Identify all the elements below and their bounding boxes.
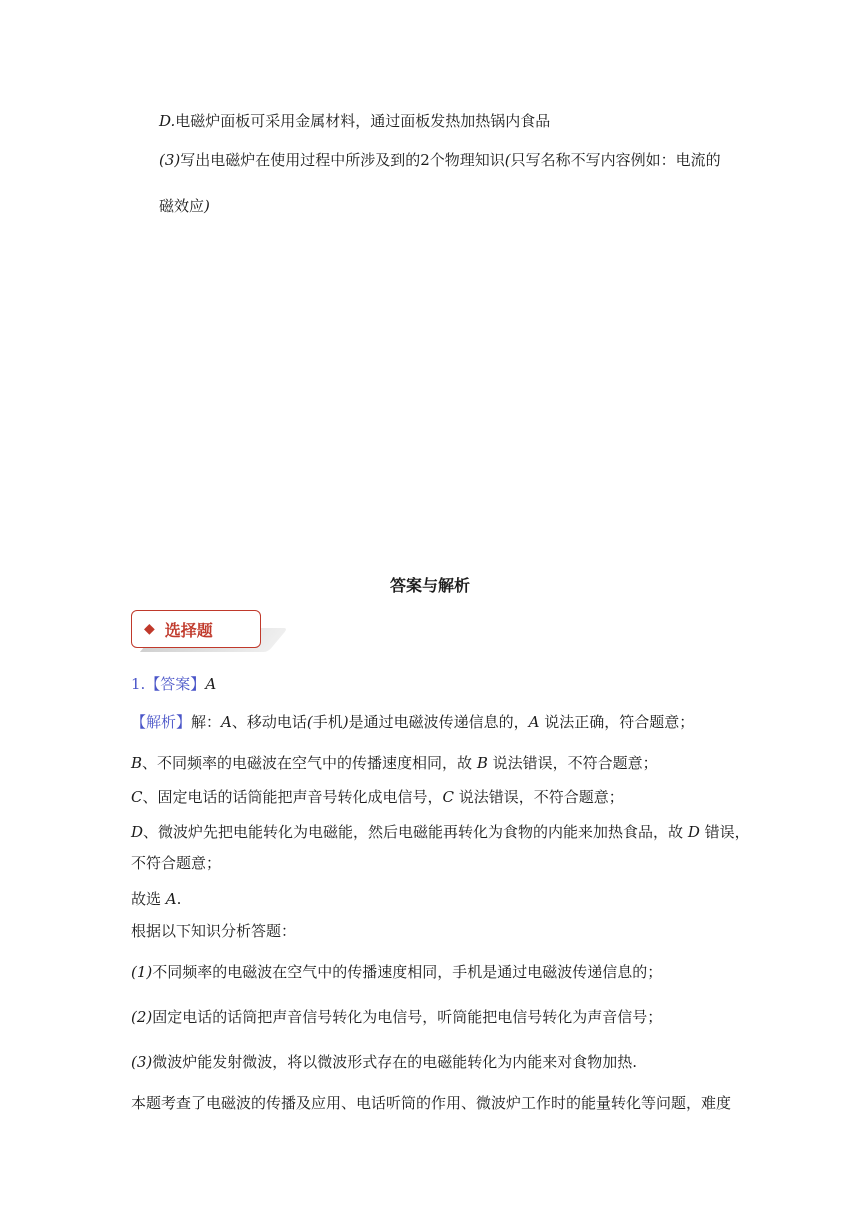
text: 错误， [699, 823, 750, 841]
letter: C [131, 788, 143, 806]
analysis-line-c [131, 787, 624, 807]
paren: ( [306, 713, 313, 731]
knowledge-3 [131, 1052, 637, 1072]
option-text: 电磁炉面板可采用金属材料，通过面板发热加热锅内食品 [175, 112, 551, 130]
knowledge-2 [131, 1007, 662, 1027]
option-d [159, 111, 550, 131]
question-text: 写出电磁炉在使用过程中所涉及到的2个物理知识 [180, 151, 505, 169]
letter: A [165, 890, 177, 908]
text: 故选 [131, 890, 166, 908]
number: (3) [131, 1053, 153, 1071]
question-text: 磁效应 [159, 197, 205, 215]
letter: D [687, 823, 700, 841]
number: (2) [131, 1008, 153, 1026]
diamond-icon: ◆ [144, 621, 155, 637]
letter: D [131, 823, 144, 841]
option-letter: D. [159, 112, 176, 130]
analysis-line-d2: 不符合题意； [131, 854, 222, 872]
analysis-line-b [131, 753, 658, 773]
question-text: 只写名称不写内容例如：电流的 [510, 151, 721, 169]
letter: B [131, 754, 143, 772]
section-badge [131, 610, 261, 648]
answer-section-title: 答案与解析 [389, 576, 470, 595]
analysis-line-a [131, 712, 694, 732]
number: (1) [131, 963, 153, 981]
letter: A [221, 713, 232, 731]
summary-line: 本题考查了电磁波的传播及应用、电话听筒的作用、微波炉工作时的能量转化等问题，难度 [131, 1094, 732, 1112]
text: . [176, 890, 182, 908]
paren: ) [342, 713, 349, 731]
paren: ( [504, 151, 511, 169]
letter: A [528, 713, 540, 731]
text: 手机 [312, 713, 343, 731]
letter: C [442, 788, 454, 806]
question-3-line2 [159, 196, 210, 216]
answer-prefix: 1.【答案】 [131, 675, 206, 693]
answer-line [131, 674, 216, 694]
text: 、不同频率的电磁波在空气中的传播速度相同，故 [142, 754, 477, 772]
text: 解： [191, 713, 222, 731]
text: 、移动电话 [231, 713, 307, 731]
paren: ) [204, 197, 210, 215]
letter: B [476, 754, 488, 772]
text: 说法错误，不符合题意； [453, 788, 624, 806]
basis-line: 根据以下知识分析答题： [131, 922, 297, 940]
text: 微波炉能发射微波，将以微波形式存在的电磁能转化为内能来对食物加热. [152, 1053, 638, 1071]
text: 说法正确，符合题意； [539, 713, 695, 731]
section-label: 选择题 [164, 620, 213, 640]
question-number: (3) [159, 151, 181, 169]
question-3-line1 [159, 150, 721, 170]
analysis-label: 【解析】 [131, 713, 192, 731]
text: 固定电话的话筒把声音信号转化为电信号，听筒能把电信号转化为声音信号； [152, 1008, 663, 1026]
text: 是通过电磁波传递信息的， [348, 713, 529, 731]
answer-value: A [205, 675, 217, 693]
text: 、固定电话的话筒能把声音号转化成电信号， [142, 788, 443, 806]
text: 、微波炉先把电能转化为电磁能，然后电磁能再转化为食物的内能来加热食品，故 [143, 823, 688, 841]
text: 说法错误，不符合题意； [487, 754, 658, 772]
choose-line [131, 889, 181, 909]
analysis-line-d [131, 822, 750, 842]
knowledge-1 [131, 962, 662, 982]
text: 不同频率的电磁波在空气中的传播速度相同，手机是通过电磁波传递信息的； [152, 963, 663, 981]
